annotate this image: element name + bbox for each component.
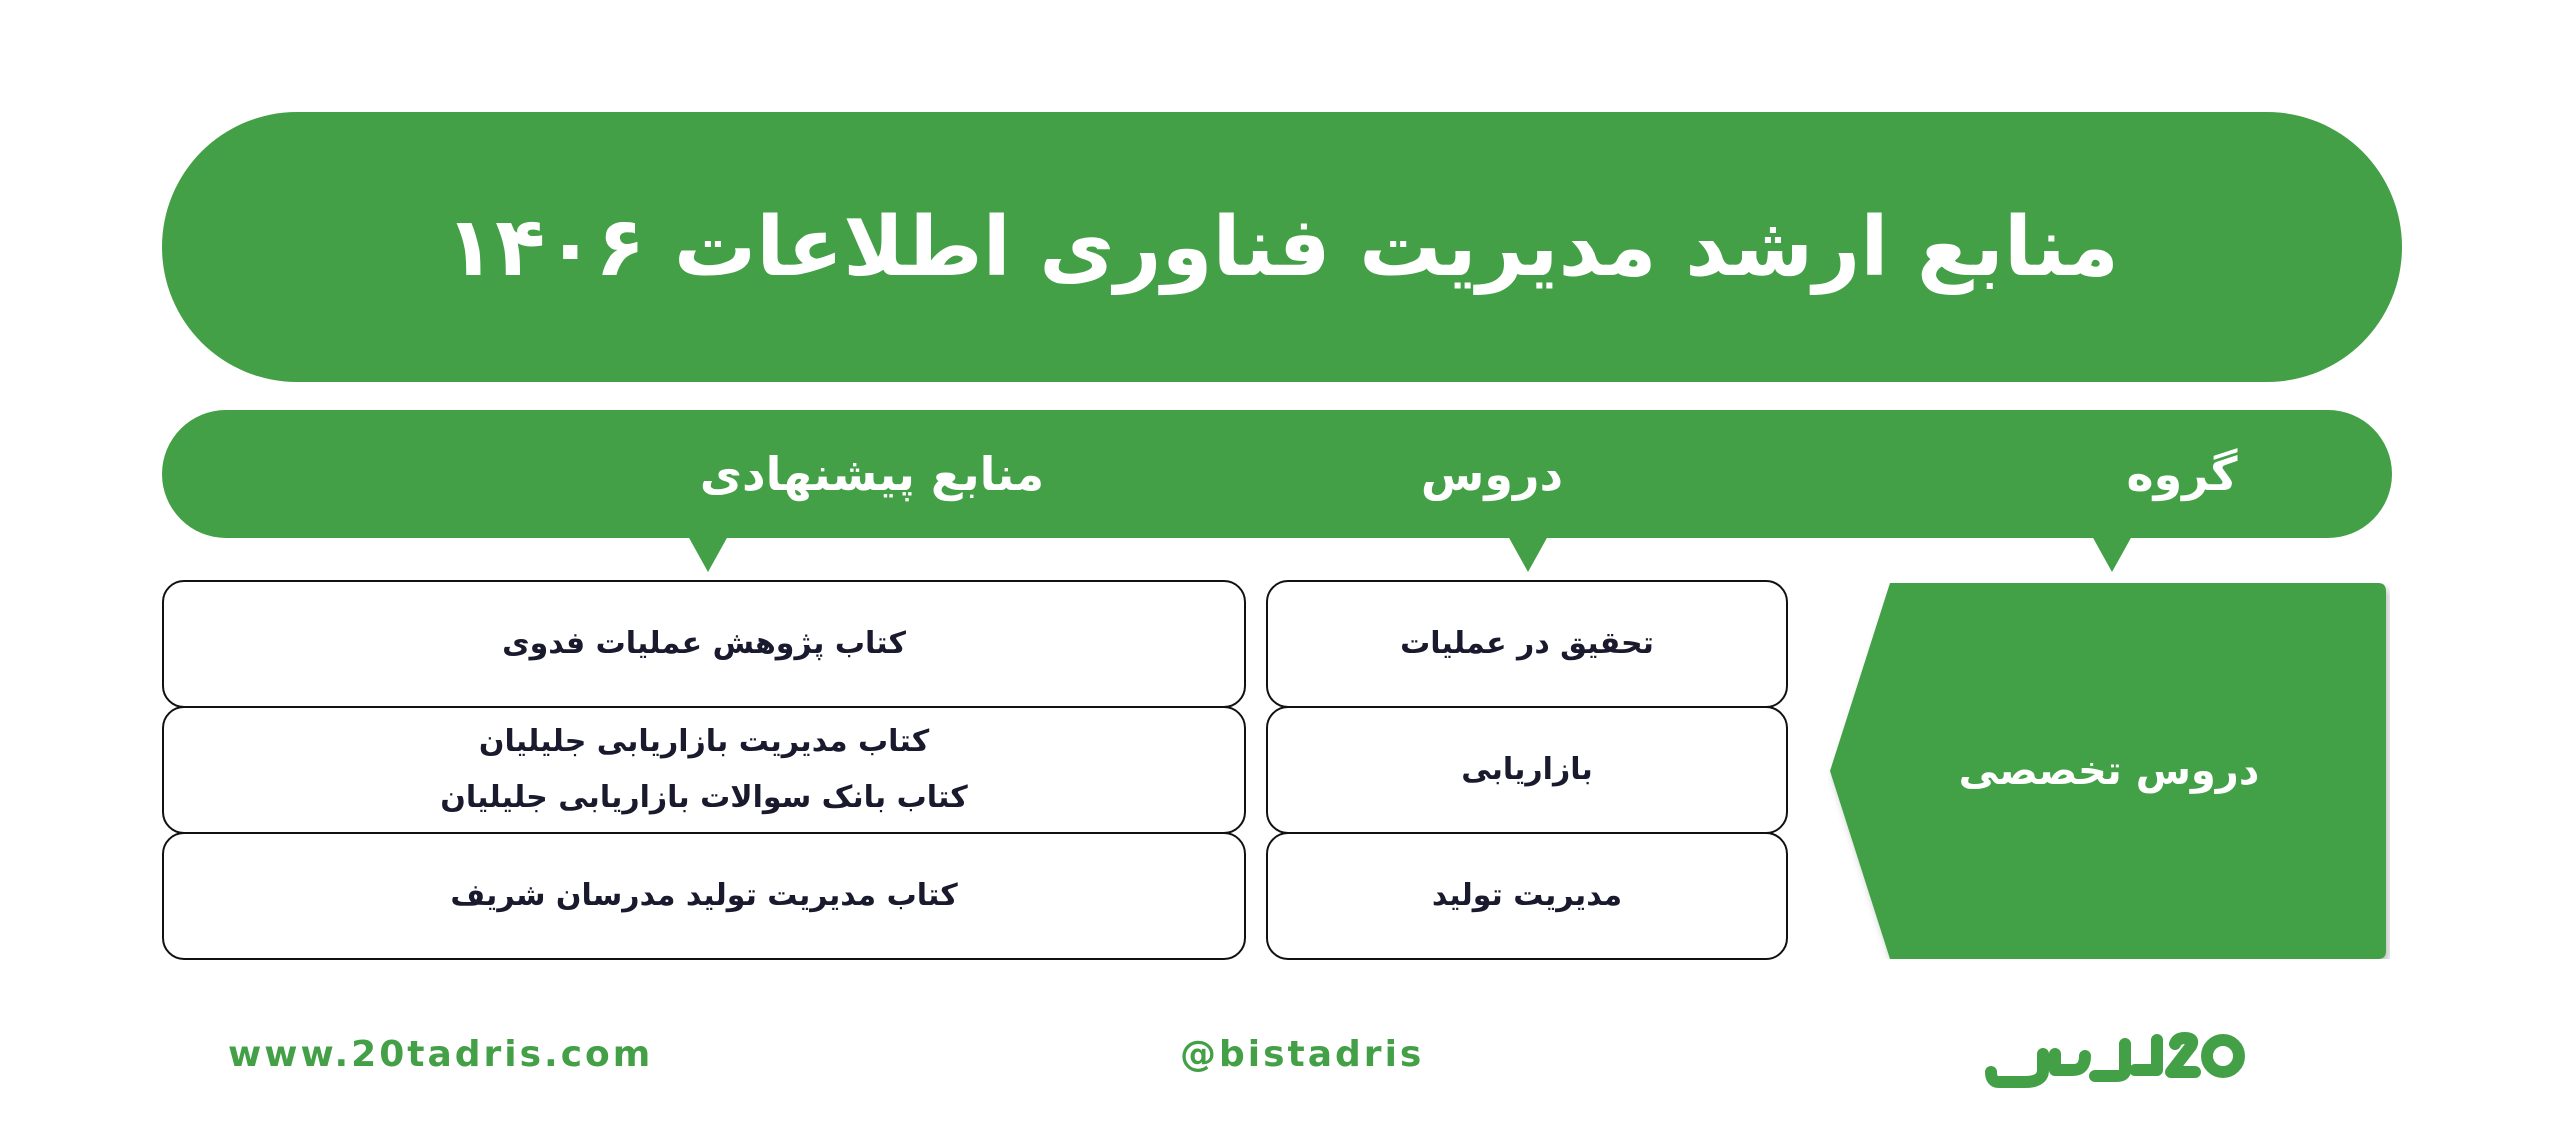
resource-label: کتاب مدیریت بازاریابی جلیلیان (478, 724, 930, 759)
course-label: تحقیق در عملیات (1400, 626, 1654, 661)
course-label: مدیریت تولید (1431, 878, 1623, 913)
resource-cell (162, 706, 1246, 834)
page-title: منابع ارشد مدیریت فناوری اطلاعات ۱۴۰۶ (445, 199, 2119, 295)
course-label: بازاریابی (1461, 752, 1593, 787)
resource-label: کتاب بانک سوالات بازاریابی جلیلیان (440, 780, 968, 815)
course-cell (1266, 580, 1788, 708)
header-courses-pointer (1508, 536, 1548, 572)
resource-label: کتاب پژوهش عملیات فدوی (502, 626, 906, 661)
course-cell (1266, 832, 1788, 960)
resource-cell (162, 580, 1246, 708)
header-group: گروه (2126, 447, 2238, 501)
group-name: دروس تخصصی (1958, 748, 2260, 794)
course-cell (1266, 706, 1788, 834)
website-link[interactable]: www.20tadris.com (228, 1034, 654, 1075)
header-resources: منابع پیشنهادی (699, 447, 1045, 501)
table-header (162, 410, 2392, 538)
brand-logo-mark (1985, 1020, 2255, 1090)
group-cell (1828, 583, 2390, 959)
header-courses: دروس (1420, 447, 1564, 501)
title-banner (162, 112, 2402, 382)
resource-label: کتاب مدیریت تولید مدرسان شریف (450, 878, 958, 913)
social-handle[interactable]: @bistadris (1180, 1034, 1425, 1075)
header-resources-pointer (688, 536, 728, 572)
header-group-pointer (2092, 536, 2132, 572)
resource-cell (162, 832, 1246, 960)
brand-logo (1985, 1020, 2255, 1090)
